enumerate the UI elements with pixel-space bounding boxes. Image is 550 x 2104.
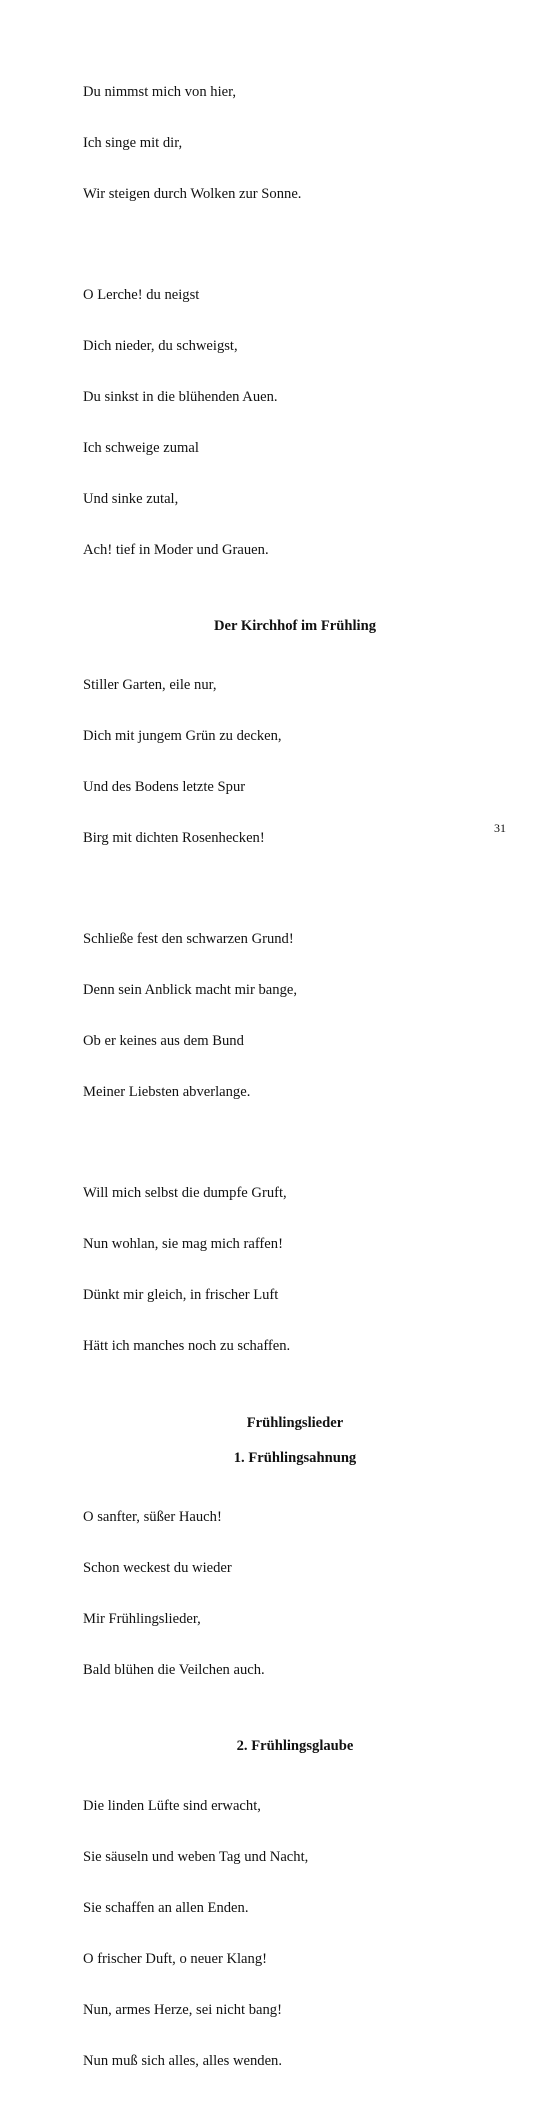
poem-stanza (83, 1475, 483, 1713)
poem-line: Dich nieder, du schweigst, (83, 338, 238, 354)
poem-line: Hätt ich manches noch zu schaffen. (83, 1338, 291, 1354)
poem-line: Die linden Lüfte sind erwacht, (83, 1798, 261, 1814)
poem-stanza (83, 897, 483, 1135)
poem-line: Ich singe mit dir, (83, 135, 183, 151)
poem-stanza (83, 253, 483, 593)
poem-line: O Lerche! du neigst (83, 287, 200, 303)
poem-line: Will mich selbst die dumpfe Gruft, (83, 1185, 287, 1201)
poem-line: Stiller Garten, eile nur, (83, 677, 217, 693)
poem-line: Meiner Liebsten abverlange. (83, 1084, 251, 1100)
poem-line: Und des Bodens letzte Spur (83, 779, 246, 795)
poem-line: Bald blühen die Veilchen auch. (83, 1662, 265, 1678)
poem-line: Denn sein Anblick macht mir bange, (83, 982, 297, 998)
poem-line: O frischer Duft, o neuer Klang! (83, 1951, 267, 1967)
poem-line: Und sinke zutal, (83, 491, 179, 507)
poem-line: Schon weckest du wieder (83, 1560, 232, 1576)
poem-line: Nun, armes Herze, sei nicht bang! (83, 2002, 282, 2018)
poem-line: Sie säuseln und weben Tag und Nacht, (83, 1849, 309, 1865)
poem-line: Dünkt mir gleich, in frischer Luft (83, 1287, 279, 1303)
page-number: 31 (494, 821, 506, 835)
poem-line: Du sinkst in die blühenden Auen. (83, 389, 278, 405)
page-text (83, 50, 483, 2104)
poem-title: Der Kirchhof im Frühling (213, 618, 377, 634)
poem-stanza (83, 50, 483, 237)
poem-stanza (83, 1151, 483, 1389)
poem-stanza (83, 643, 483, 881)
poem-stanza (83, 1764, 483, 2104)
poem-line: Schließe fest den schwarzen Grund! (83, 931, 294, 947)
poem-line: Ich schweige zumal (83, 440, 199, 456)
poem-line: Du nimmst mich von hier, (83, 84, 237, 100)
section-title: Frühlingslieder (246, 1415, 344, 1431)
poem-line: Nun wohlan, sie mag mich raffen! (83, 1236, 283, 1252)
poem-line: Wir steigen durch Wolken zur Sonne. (83, 186, 302, 202)
poem-line: Ob er keines aus dem Bund (83, 1033, 244, 1049)
poem-line: Mir Frühlingslieder, (83, 1611, 201, 1627)
poem-line: Nun muß sich alles, alles wenden. (83, 2053, 282, 2069)
poem-line: O sanfter, süßer Hauch! (83, 1509, 222, 1525)
poem-line: Birg mit dichten Rosenhecken! (83, 830, 265, 846)
poem-line: Dich mit jungem Grün zu decken, (83, 728, 282, 744)
poem-title: 2. Frühlingsglaube (236, 1738, 354, 1754)
poem-line: Sie schaffen an allen Enden. (83, 1900, 249, 1916)
poem-title: 1. Frühlingsahnung (233, 1450, 357, 1466)
poem-line: Ach! tief in Moder und Grauen. (83, 542, 269, 558)
